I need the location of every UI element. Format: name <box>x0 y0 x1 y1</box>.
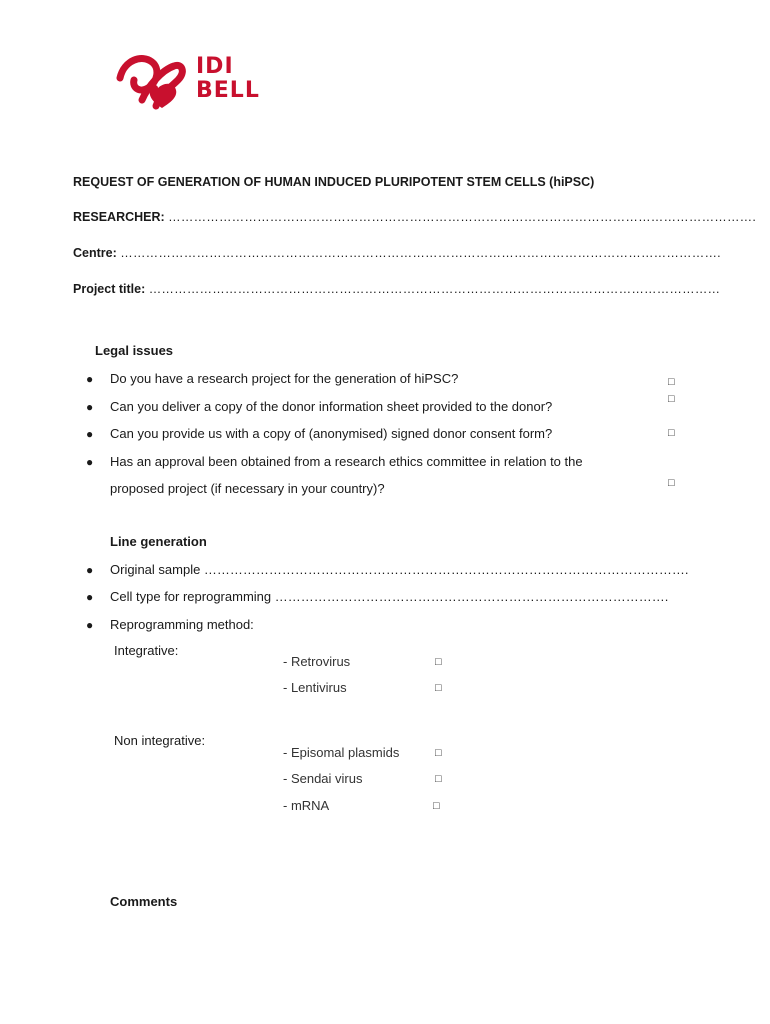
bullet-icon: ● <box>86 427 94 441</box>
legal-item-4: Has an approval been obtained from a research ethics committee in relation to the <box>110 454 583 469</box>
centre-label: Centre: <box>73 246 117 260</box>
bullet-icon: ● <box>86 563 94 577</box>
option-retrovirus: - Retrovirus <box>283 654 351 669</box>
researcher-dots: …………………………………………………………………………………………………………………………. <box>168 210 757 224</box>
option-lentivirus: - Lentivirus <box>283 680 347 695</box>
legal-issues-heading: Legal issues <box>95 343 174 358</box>
legal-checkbox-1[interactable]: □ <box>668 376 675 388</box>
bullet-icon: ● <box>86 372 94 386</box>
original-sample-field[interactable]: Original sample …………………………………………………………………………………………………. <box>110 562 689 577</box>
bullet-icon: ● <box>86 590 94 604</box>
checkbox-mrna[interactable]: □ <box>433 800 440 812</box>
checkbox-retrovirus[interactable]: □ <box>435 656 442 668</box>
option-episomal-plasmids: - Episomal plasmids <box>283 745 400 760</box>
legal-item-3: Can you provide us with a copy of (anonymised) signed donor consent form? <box>110 426 553 441</box>
bullet-icon: ● <box>86 400 94 414</box>
centre-field[interactable] <box>73 246 721 260</box>
option-sendai-virus: - Sendai virus <box>283 771 363 786</box>
legal-item-2: Can you deliver a copy of the donor information sheet provided to the donor? <box>110 399 553 414</box>
legal-item-4-continued: proposed project (if necessary in your country)? <box>110 481 385 496</box>
checkbox-lentivirus[interactable]: □ <box>435 682 442 694</box>
checkbox-episomal-plasmids[interactable]: □ <box>435 747 442 759</box>
cell-type-field[interactable]: Cell type for reprogramming ………………………………………………………………………………. <box>110 589 669 604</box>
project-title-label: Project title: <box>73 282 146 296</box>
document-title: REQUEST OF GENERATION OF HUMAN INDUCED PLURIPOTENT STEM CELLS (hiPSC) <box>73 175 595 189</box>
researcher-label: RESEARCHER: <box>73 210 165 224</box>
idibell-logo <box>112 48 272 112</box>
reprogramming-method-label: Reprogramming method: <box>110 617 254 632</box>
checkbox-sendai-virus[interactable]: □ <box>435 773 442 785</box>
integrative-label: Integrative: <box>114 643 179 658</box>
line-generation-heading: Line generation <box>110 534 207 549</box>
legal-checkbox-3[interactable]: □ <box>668 427 675 439</box>
bullet-icon: ● <box>86 618 94 632</box>
logo-text-idi: IDI <box>196 54 234 79</box>
project-title-dots: ……………………………………………………………………………………………………………………… <box>148 282 721 296</box>
bullet-icon: ● <box>86 455 94 469</box>
legal-checkbox-4[interactable]: □ <box>668 477 675 489</box>
legal-checkbox-2[interactable]: □ <box>668 393 675 405</box>
logo-text-bell: BELL <box>196 78 260 103</box>
comments-heading: Comments <box>110 894 178 909</box>
researcher-field[interactable] <box>73 210 756 224</box>
project-title-field[interactable] <box>73 282 720 296</box>
non-integrative-label: Non integrative: <box>114 733 206 748</box>
legal-item-1: Do you have a research project for the generation of hiPSC? <box>110 371 459 386</box>
option-mrna: - mRNA <box>283 798 330 813</box>
centre-dots: ……………………………………………………………………………………………………………………………. <box>120 246 721 260</box>
